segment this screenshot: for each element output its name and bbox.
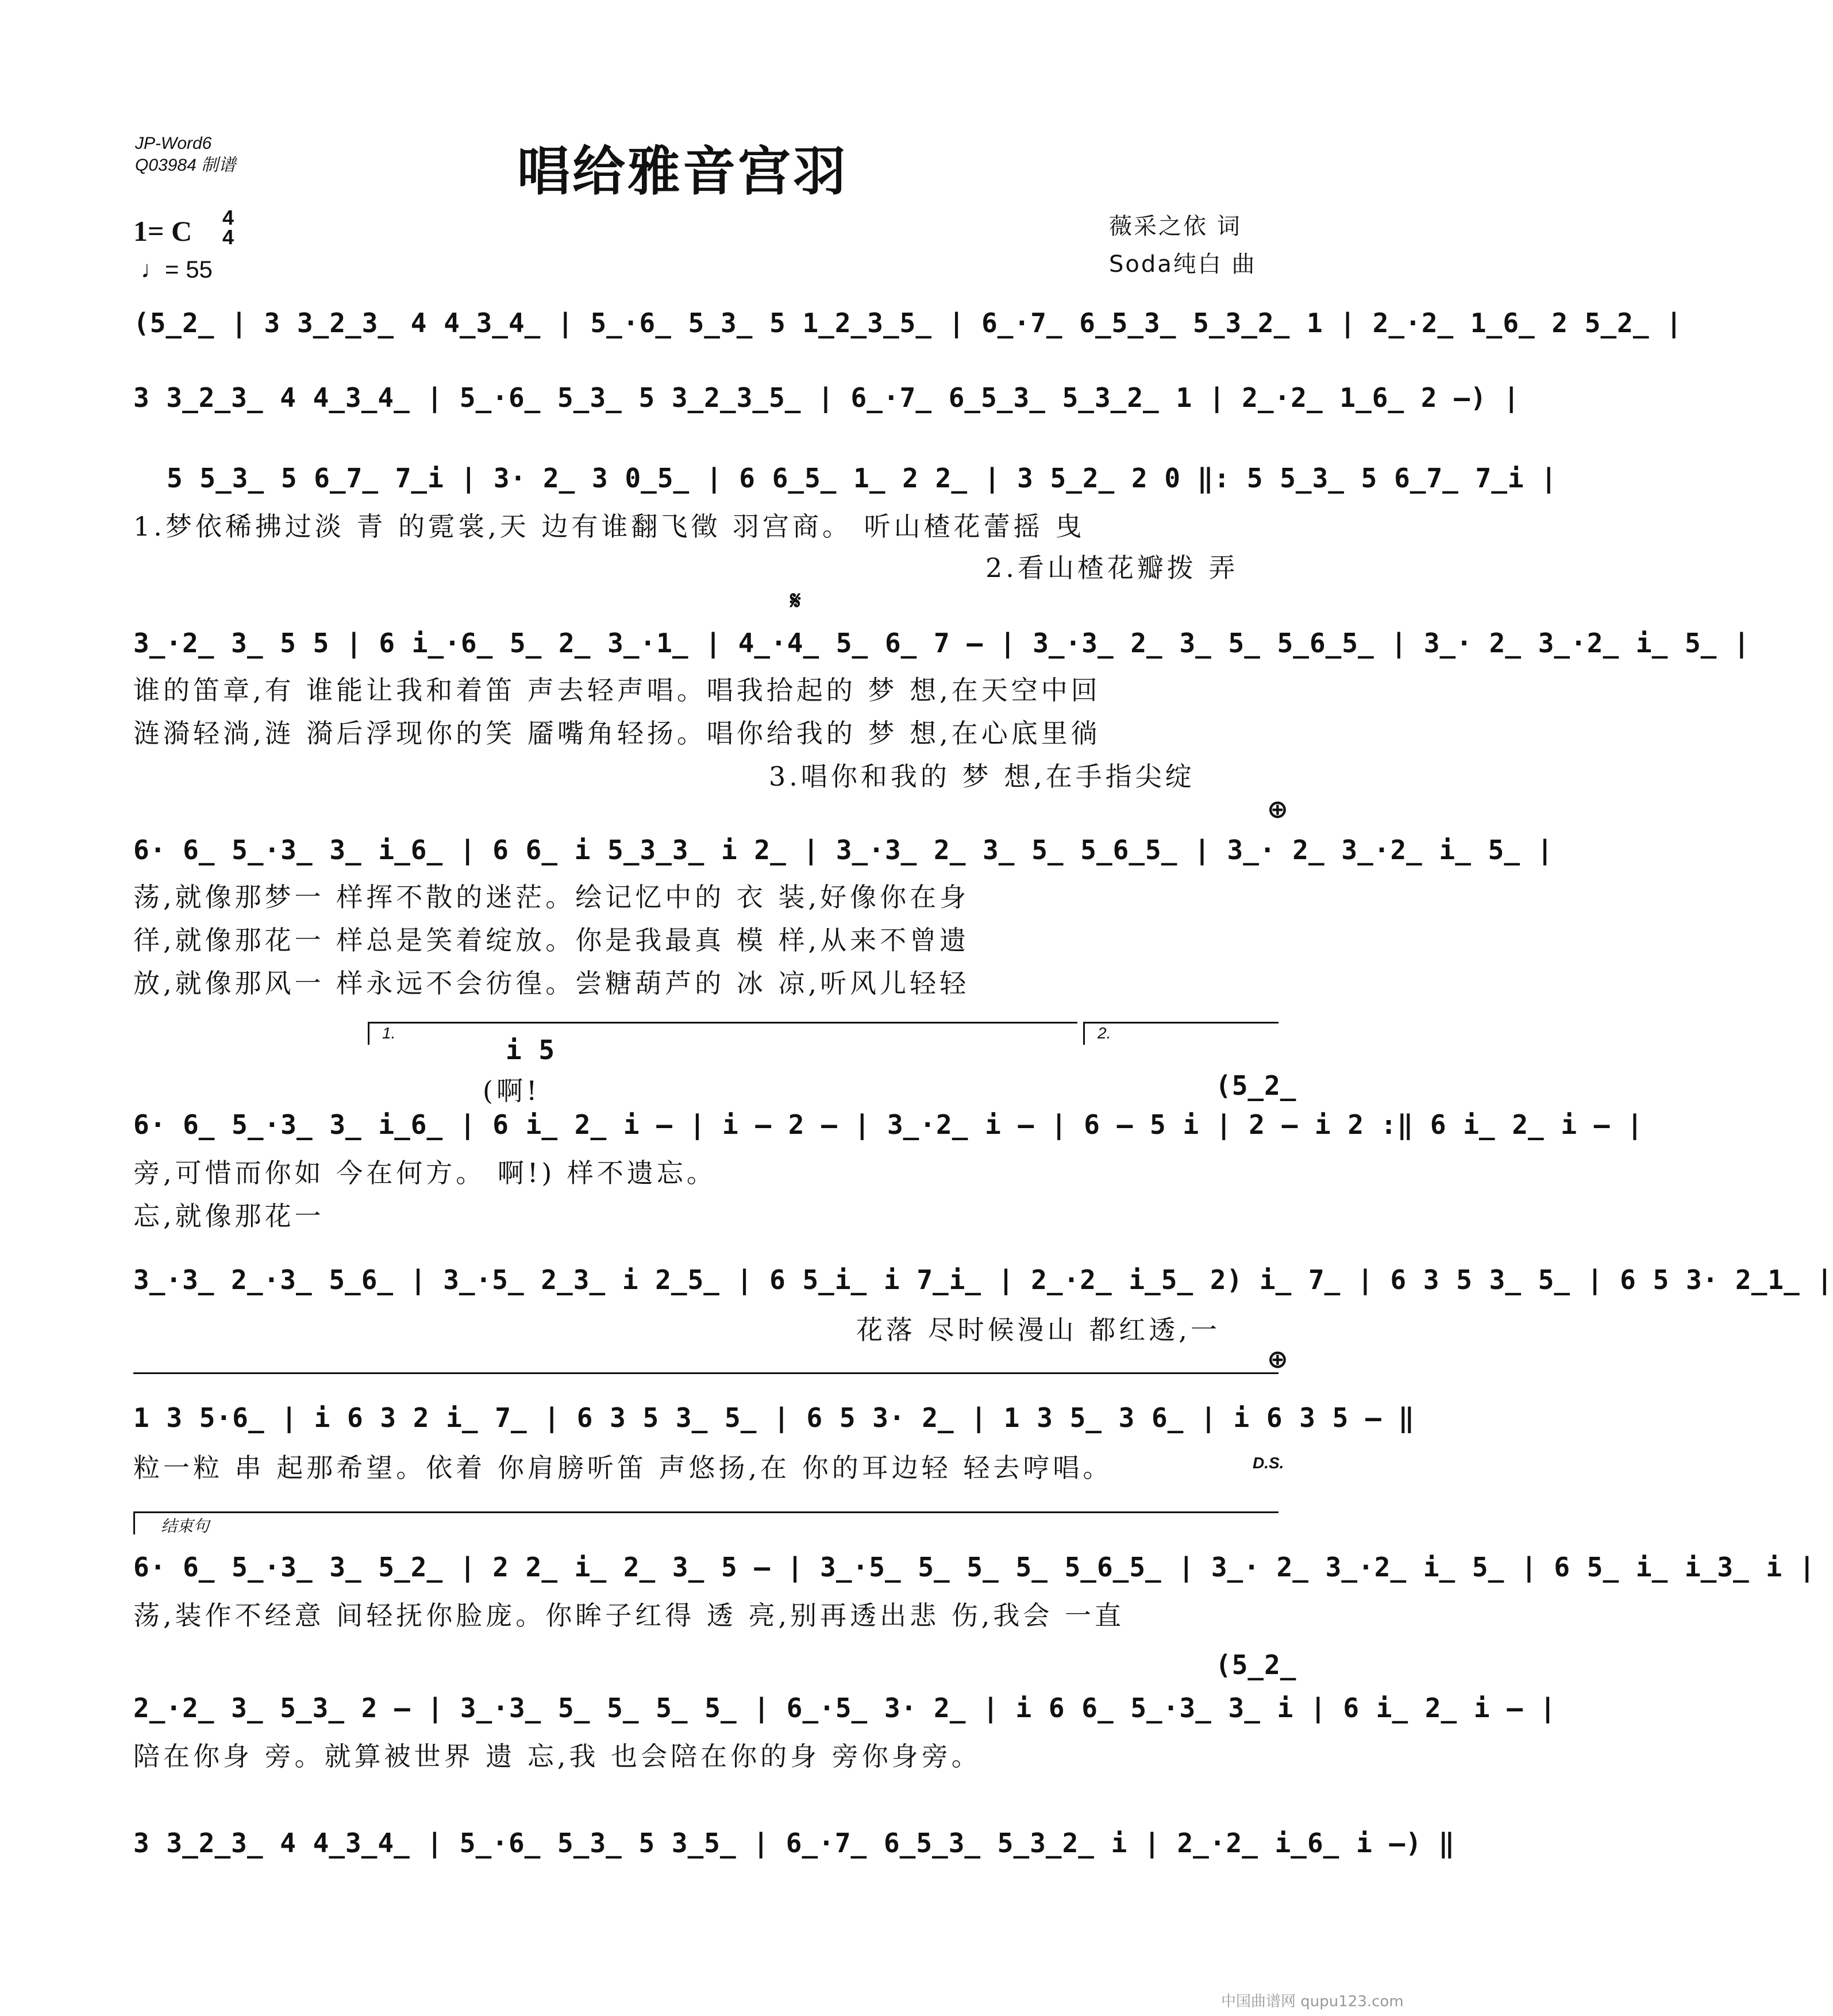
score-line-9: 6· 6̲ 5̲·3̲ 3̲ 5̲2̲ | 2 2̲ i̲ 2̲ 3̲ 5 – | 3̲·5̲ 5̲ 5̲ 5̲ 5̲6̲5̲ | 3̲· 2̲ 3̲·2̲ i̲ 5̲ | 6 5̲ i̲ i̲3̲ i | xyxy=(133,1552,1816,1583)
score-line-7: 3̲·3̲ 2̲·3̲ 5̲6̲ | 3̲·5̲ 2̲3̲ i 2̲5̲ | 6 5̲i̲ i 7̲i̲ | 2̲·2̲ i̲5̲ 2) i̲ 7̲ | 6 3 5 3̲ 5̲ | 6 5 3· 2̲1̲ | xyxy=(133,1264,1833,1295)
score-line-4: 3̲·2̲ 3̲ 5 5 | 6 i̲·6̲ 5̲ 2̲ 3̲·1̲ | 4̲·4̲ 5̲ 6̲ 7 – | 3̲·3̲ 2̲ 3̲ 5̲ 5̲6̲5̲ | 3̲· 2̲ 3̲·2̲ i̲ 5̲ | xyxy=(133,628,1750,659)
time-signature xyxy=(220,208,237,247)
lyric-line-3-1: 1.梦依稀拂过淡 青 的霓裳,天 边有谁翻飞徵 羽宫商。 听山楂花蕾摇 曳 xyxy=(133,511,1085,542)
composer-credit: Soda纯白 曲 xyxy=(1109,251,1257,278)
score-line-5: 6· 6̲ 5̲·3̲ 3̲ i̲6̲ | 6 6̲ i 5̲3̲3̲ i 2̲ | 3̲·3̲ 2̲ 3̲ 5̲ 5̲6̲5̲ | 3̲· 2̲ 3̲·2̲ i̲ 5̲ | xyxy=(133,834,1554,865)
volta-2-bracket xyxy=(1083,1022,1279,1024)
ending-bracket-end xyxy=(133,1511,135,1534)
time-top: 4 xyxy=(222,206,234,229)
coda-sign-2: ⊕ xyxy=(1267,1345,1288,1374)
ending-label: 结束句 xyxy=(161,1517,210,1535)
maker-label: Q03984 制谱 xyxy=(135,156,236,175)
score-line-8: 1 3 5·6̲ | i 6 3 2 i̲ 7̲ | 6 3 5 3̲ 5̲ | 6 5 3· 2̲ | 1 3 5̲ 3 6̲ | i 6 3 5 – ‖ xyxy=(133,1402,1415,1433)
lyric-line-4-2: 涟漪轻淌,涟 漪后浮现你的笑 靥嘴角轻扬。唱你给我的 梦 想,在心底里徜 xyxy=(133,718,1101,749)
lyric-line-4-1: 谁的笛章,有 谁能让我和着笛 声去轻声唱。唱我拾起的 梦 想,在天空中回 xyxy=(133,675,1101,706)
lyric-line-9-1: 荡,装作不经意 间轻抚你脸庞。你眸子红得 透 亮,别再透出悲 伤,我会 一直 xyxy=(133,1600,1125,1631)
software-label: JP-Word6 xyxy=(135,134,212,153)
lyric-line-6-2: 忘,就像那花一 xyxy=(133,1201,325,1232)
volta-2-bracket-end xyxy=(1083,1022,1085,1045)
lyric-line-7-1: 花落 尽时候漫山 都红透,一 xyxy=(856,1314,1220,1345)
volta-1-bracket xyxy=(368,1022,1077,1024)
ending-bracket xyxy=(133,1511,1279,1513)
watermark: 中国曲谱网 qupu123.com xyxy=(1221,1993,1404,2010)
lyric-line-3-2: 2.看山楂花瓣拨 弄 xyxy=(985,552,1239,583)
volta-2-label: 2. xyxy=(1098,1024,1111,1042)
score-line-2: 3 3̲2̲3̲ 4 4̲3̲4̲ | 5̲·6̲ 5̲3̲ 5 3̲2̲3̲5̲ | 6̲·7̲ 6̲5̲3̲ 5̲3̲2̲ 1 | 2̲·2̲ 1̲6̲ 2 –) | xyxy=(133,382,1520,413)
ds-mark: D.S. xyxy=(1253,1454,1284,1472)
lyric-line-5-3: 放,就像那风一 样永远不会彷徨。尝糖葫芦的 冰 凉,听风儿轻轻 xyxy=(133,968,970,999)
time-bottom: 4 xyxy=(222,225,234,249)
score-line-1: (5̲2̲ | 3 3̲2̲3̲ 4 4̲3̲4̲ | 5̲·6̲ 5̲3̲ 5 1̲2̲3̲5̲ | 6̲·7̲ 6̲5̲3̲ 5̲3̲2̲ 1 | 2̲·2̲ 1̲6̲ 2 5̲2̲ | xyxy=(133,307,1682,338)
over-note: i 5 xyxy=(506,1034,556,1065)
lyric-line-5-1: 荡,就像那梦一 样挥不散的迷茫。绘记忆中的 衣 装,好像你在身 xyxy=(133,882,970,913)
score-line-10: 2̲·2̲ 3̲ 5̲3̲ 2 – | 3̲·3̲ 5̲ 5̲ 5̲ 5̲ | 6̲·5̲ 3· 2̲ | i 6 6̲ 5̲·3̲ 3̲ i | 6 i̲ 2̲ i – | xyxy=(133,1692,1557,1723)
tempo-mark: ♩= 55 xyxy=(141,256,213,283)
score-line-3: 5 5̲3̲ 5 6̲7̲ 7̲i | 3· 2̲ 3 0̲5̲ | 6 6̲5̲ 1̲ 2 2̲ | 3 5̲2̲ 2 0 ‖: 5 5̲3̲ 5 6̲7̲ 7̲i | xyxy=(167,463,1558,494)
score-line-11: 3 3̲2̲3̲ 4 4̲3̲4̲ | 5̲·6̲ 5̲3̲ 5 3̲5̲ | 6̲·7̲ 6̲5̲3̲ 5̲3̲2̲ i | 2̲·2̲ i̲6̲ i –) ‖ xyxy=(133,1828,1455,1859)
ah-text: (啊! xyxy=(483,1075,541,1106)
intro-recap-2: (5̲2̲ xyxy=(1215,1649,1297,1680)
lyric-line-6-1: 旁,可惜而你如 今在何方。 啊!) 样不遗忘。 xyxy=(133,1157,717,1188)
lyric-line-8-1: 粒一粒 串 起那希望。依着 你肩膀听笛 声悠扬,在 你的耳边轻 轻去哼唱。 xyxy=(133,1452,1113,1483)
lyricist-credit: 薇采之依 词 xyxy=(1109,213,1242,240)
score-line-6: 6· 6̲ 5̲·3̲ 3̲ i̲6̲ | 6 i̲ 2̲ i – | i – 2 – | 3̲·2̲ i – | 6 – 5 i | 2 – i 2 :‖ 6 i̲ 2̲ i – | xyxy=(133,1109,1643,1140)
lyric-line-5-2: 徉,就像那花一 样总是笑着绽放。你是我最真 模 样,从来不曾遗 xyxy=(133,925,970,956)
volta-1-bracket-end xyxy=(368,1022,369,1045)
page-title: 唱给雅音宫羽 xyxy=(517,140,849,202)
lyric-line-10-1: 陪在你身 旁。就算被世界 遗 忘,我 也会陪在你的身 旁你身旁。 xyxy=(133,1741,981,1772)
intro-recap-1: (5̲2̲ xyxy=(1215,1070,1297,1101)
phrase-bracket xyxy=(133,1372,1279,1374)
segno-sign: 𝄋 xyxy=(790,586,801,615)
lyric-line-4-3: 3.唱你和我的 梦 想,在手指尖绽 xyxy=(769,761,1195,792)
coda-sign-1: ⊕ xyxy=(1267,795,1288,824)
key-signature: 1= C xyxy=(133,215,192,247)
volta-1-label: 1. xyxy=(382,1024,396,1042)
